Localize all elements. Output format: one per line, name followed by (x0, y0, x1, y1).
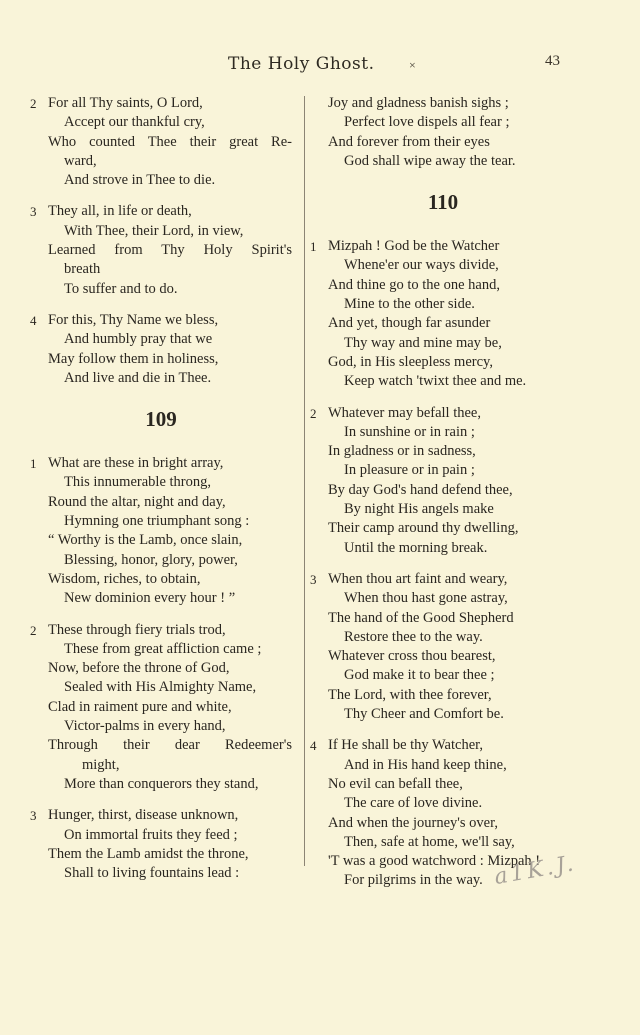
hymn-line: Now, before the throne of God, (48, 660, 230, 677)
hymn-line: The care of love divine. (344, 795, 483, 812)
hymn-line: God make it to bear thee ; (344, 667, 495, 684)
hymn-line: And forever from their eyes (328, 133, 490, 150)
verse-number: 2 (30, 622, 37, 638)
stanza (310, 94, 576, 171)
verse-number: 2 (310, 405, 317, 421)
head-mark: × (409, 58, 416, 72)
column-rule (304, 96, 305, 866)
hymn-line: For all Thy saints, O Lord, (48, 95, 203, 111)
right-column (310, 94, 579, 903)
hymn-line: If He shall be thy Watcher, (328, 737, 484, 754)
hymn-line: More than conquerors they stand, (64, 775, 259, 792)
hymn-line: To suffer and to do. (64, 280, 178, 297)
hymn-line: Their camp around thy dwelling, (328, 520, 519, 537)
hymn-line: These from great affliction came ; (64, 640, 262, 657)
verse-number: 3 (30, 204, 37, 220)
hymn-line: By day God's hand defend thee, (328, 481, 513, 498)
hymn-line: And humbly pray that we (64, 331, 213, 348)
hymn-line: Who counted Thee their great Re- (48, 133, 292, 150)
hymn-line: Clad in raiment pure and white, (48, 698, 232, 715)
hymn-line: ward, (64, 152, 97, 169)
hymn-line: Whene'er our ways divide, (344, 257, 499, 274)
verse-number: 4 (30, 312, 37, 328)
hymn-line: Blessing, honor, glory, power, (64, 551, 238, 568)
hymn-line: God, in His sleepless mercy, (328, 353, 493, 370)
hymn-line: In sunshine or in rain ; (344, 423, 475, 440)
hymn-line: Them the Lamb amidst the throne, (48, 845, 249, 862)
stanza (310, 570, 576, 724)
running-head: The Holy Ghost. (228, 54, 375, 74)
hymn-line: The hand of the Good Shepherd (328, 609, 514, 626)
hymn-line: Thy way and mine may be, (344, 334, 502, 351)
hymn-line: For this, Thy Name we bless, (48, 311, 219, 328)
hymn-line: And in His hand keep thine, (344, 756, 507, 773)
hymn-line: “ Worthy is the Lamb, once slain, (48, 532, 243, 549)
hymn-line: May follow them in holiness, (48, 350, 219, 367)
verse-number: 1 (30, 456, 37, 472)
stanza (30, 94, 292, 190)
hymn-line: Through their dear Redeemer's (48, 737, 292, 754)
hymn-line: Mizpah ! God be the Watcher (328, 238, 500, 255)
hymn-line: Until the morning break. (344, 539, 488, 556)
hymn-line: Restore thee to the way. (344, 628, 483, 645)
hymn-line: These through fiery trials trod, (48, 621, 226, 638)
hymn-line: When thou hast gone astray, (344, 590, 508, 607)
hymn-line: Mine to the other side. (344, 296, 475, 313)
hymn-line: What are these in bright array, (48, 455, 224, 472)
hymn-line: When thou art faint and weary, (328, 570, 508, 587)
verse-number: 1 (310, 239, 317, 255)
hymn-line: Keep watch 'twixt thee and me. (344, 373, 527, 390)
stanza (310, 237, 576, 391)
hymn-line: They all, in life or death, (48, 203, 192, 220)
hymn-line: No evil can befall thee, (328, 775, 463, 792)
hymn-number-110: 110 (427, 190, 459, 215)
hymn-line: For pilgrims in the way. (344, 872, 483, 889)
hymn-line: Learned from Thy Holy Spirit's (48, 242, 292, 259)
handwritten-annotation: a1K.J. (492, 851, 579, 890)
hymn-line: Accept our thankful cry, (64, 114, 205, 131)
hymn-line: This innumerable throng, (64, 474, 211, 491)
stanza (30, 806, 292, 883)
hymn-line: Hunger, thirst, disease unknown, (48, 807, 239, 824)
hymn-line: Whatever cross thou bearest, (328, 648, 496, 665)
hymn-line: Sealed with His Almighty Name, (64, 679, 257, 696)
hymn-line: With Thee, their Lord, in view, (64, 222, 244, 239)
hymn-line: And when the journey's over, (328, 814, 498, 831)
hymn-line: New dominion every hour ! ” (64, 590, 236, 607)
hymn-line: On immortal fruits they feed ; (64, 826, 238, 843)
hymn-line: In pleasure or in pain ; (344, 462, 475, 479)
stanza (30, 202, 292, 298)
hymn-line: Whatever may befall thee, (328, 404, 481, 421)
stanza (30, 311, 292, 388)
hymn-line: Round the altar, night and day, (48, 493, 226, 510)
hymn-line: Perfect love dispels all fear ; (344, 114, 510, 131)
left-column (30, 94, 292, 895)
verse-number: 3 (30, 808, 37, 824)
hymn-line: Thy Cheer and Comfort be. (344, 706, 504, 723)
hymn-line: And thine go to the one hand, (328, 276, 500, 293)
hymn-line: Shall to living fountains lead : (64, 865, 240, 882)
hymn-line: By night His angels make (344, 501, 494, 518)
hymn-line: might, (82, 756, 120, 773)
verse-number: 2 (30, 96, 37, 111)
verse-number: 3 (310, 571, 317, 587)
stanza (30, 454, 292, 608)
hymn-line: Wisdom, riches, to obtain, (48, 570, 201, 587)
hymn-line: breath (64, 261, 101, 278)
hymn-line: In gladness or in sadness, (328, 443, 476, 460)
stanza (30, 621, 292, 795)
hymn-line: And strove in Thee to die. (64, 172, 216, 189)
page-number: 43 (545, 53, 560, 69)
hymn-line: 'T was a good watchword : Mizpah ! (328, 853, 541, 870)
hymn-line: God shall wipe away the tear. (344, 152, 516, 169)
hymn-line: Victor-palms in every hand, (64, 718, 226, 735)
verse-number: 4 (310, 738, 317, 754)
hymn-number-109: 109 (145, 407, 177, 432)
stanza (310, 404, 576, 558)
hymn-line: Hymning one triumphant song : (64, 513, 250, 530)
hymn-line: And yet, though far asunder (328, 315, 491, 332)
hymn-line: And live and die in Thee. (64, 369, 212, 386)
hymn-line: Then, safe at home, we'll say, (344, 833, 515, 850)
hymn-line: Joy and gladness banish sighs ; (328, 95, 509, 111)
hymn-line: The Lord, with thee forever, (328, 686, 492, 703)
